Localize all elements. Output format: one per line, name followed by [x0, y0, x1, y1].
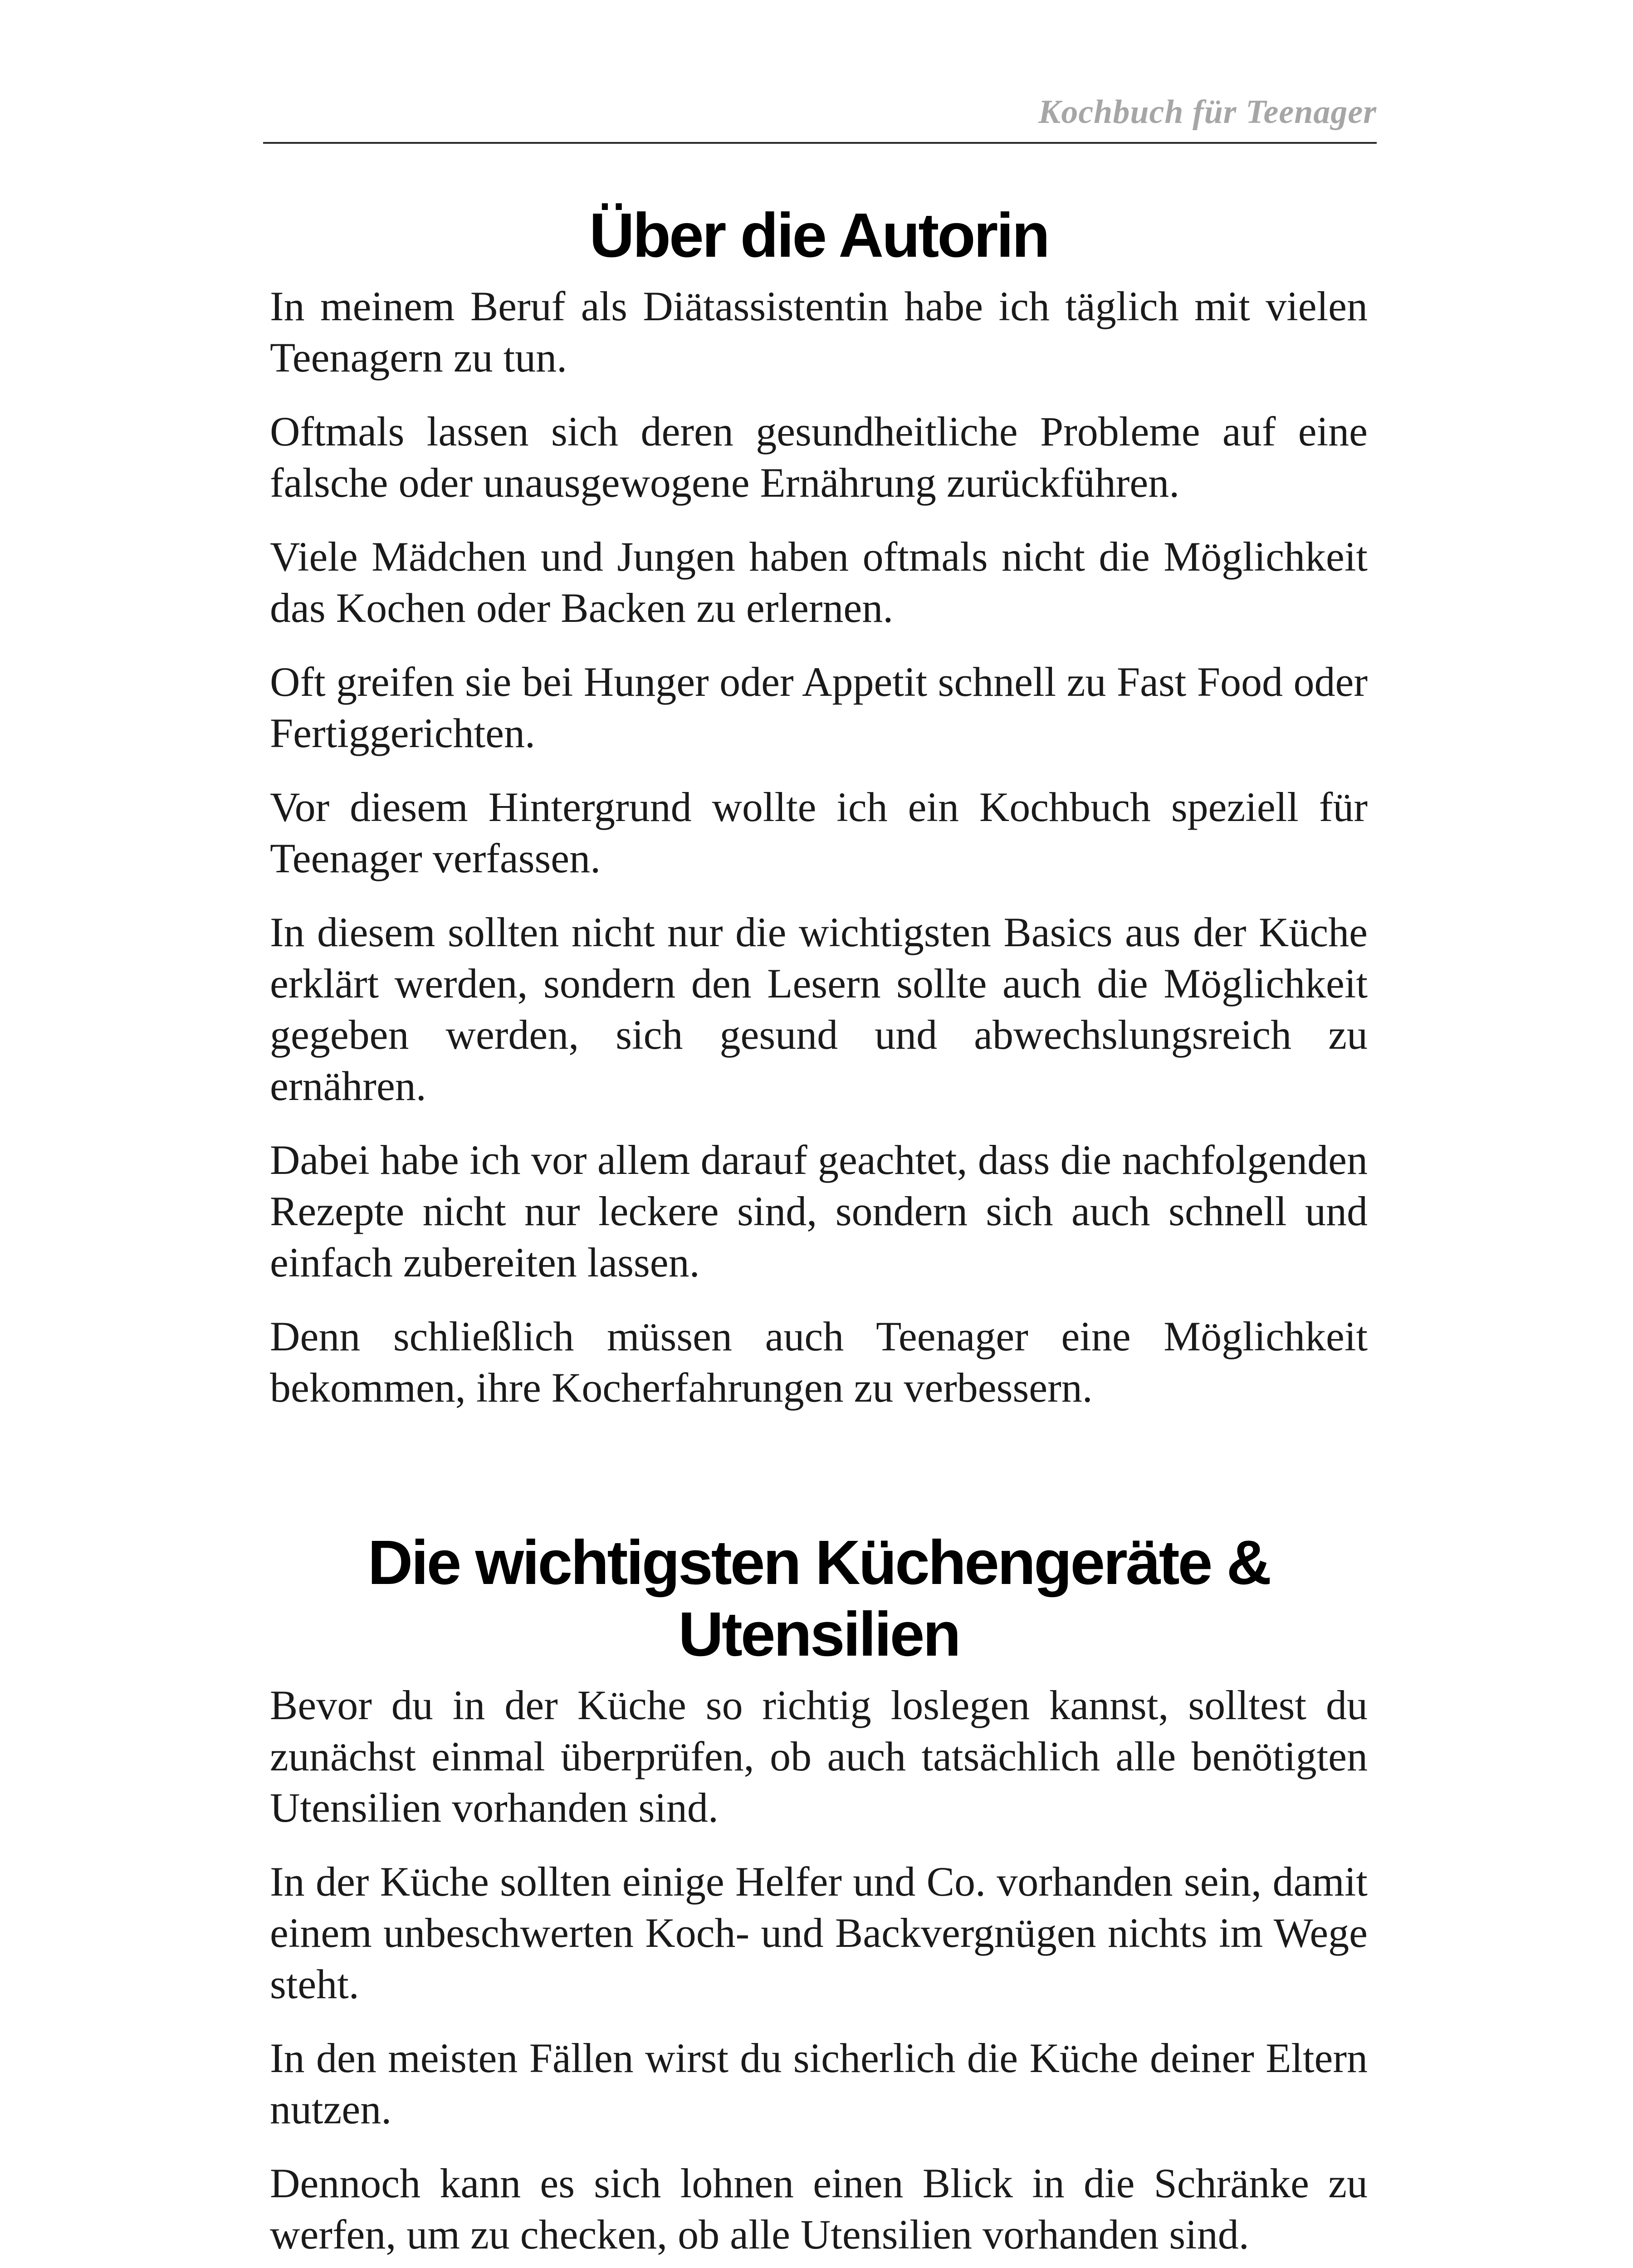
- paragraph: Vor diesem Hintergrund wollte ich ein Kochbuch speziell für Teenager verfassen.: [270, 783, 1368, 881]
- paragraph: Oftmals lassen sich deren gesundheitliche Probleme auf eine falsche oder unausgewogene Ernährung zurückführen.: [270, 408, 1368, 506]
- paragraph: In der Küche sollten einige Helfer und Co. vorhanden sein, damit einem unbeschwerten Koch- und Backvergnügen nichts im Wege steht.: [270, 1858, 1368, 2008]
- paragraph: Dennoch kann es sich lohnen einen Blick in die Schränke zu werfen, um zu checken, ob alle Utensilien vorhanden sind.: [270, 2160, 1368, 2258]
- running-header: Kochbuch für Teenager: [1038, 93, 1377, 131]
- paragraph: In den meisten Fällen wirst du sicherlich die Küche deiner Eltern nutzen.: [270, 2035, 1368, 2133]
- paragraph: In diesem sollten nicht nur die wichtigsten Basics aus der Küche erklärt werden, sondern den Lesern sollte auch die Möglichkeit gegeben werden, sich gesund und abwechslungsreich zu ernähren.: [270, 909, 1368, 1109]
- paragraph: Dabei habe ich vor allem darauf geachtet, dass die nachfolgenden Rezepte nicht nur leckere sind, sondern sich auch schnell und einfach zubereiten lassen.: [270, 1136, 1368, 1286]
- paragraph: Bevor du in der Küche so richtig loslegen kannst, solltest du zunächst einmal überprüfen, ob auch tatsächlich alle benötigten Utensilien vorhanden sind.: [270, 1682, 1368, 1831]
- section-heading-author: Über die Autorin: [589, 200, 1048, 270]
- paragraph: Viele Mädchen und Jungen haben oftmals nicht die Möglichkeit das Kochen oder Backen zu erlernen.: [270, 533, 1368, 631]
- paragraph: Oft greifen sie bei Hunger oder Appetit schnell zu Fast Food oder Fertiggerichten.: [270, 658, 1368, 756]
- page-content: [270, 200, 1368, 2268]
- paragraph: In meinem Beruf als Diätassistentin habe ich täglich mit vielen Teenagern zu tun.: [270, 283, 1368, 381]
- paragraph: Denn schließlich müssen auch Teenager eine Möglichkeit bekommen, ihre Kocherfahrungen zu verbessern.: [270, 1313, 1368, 1411]
- header-rule: [263, 142, 1377, 144]
- section-heading-kitchen-tools: Die wichtigsten Küchengeräte & Utensilien: [367, 1527, 1270, 1670]
